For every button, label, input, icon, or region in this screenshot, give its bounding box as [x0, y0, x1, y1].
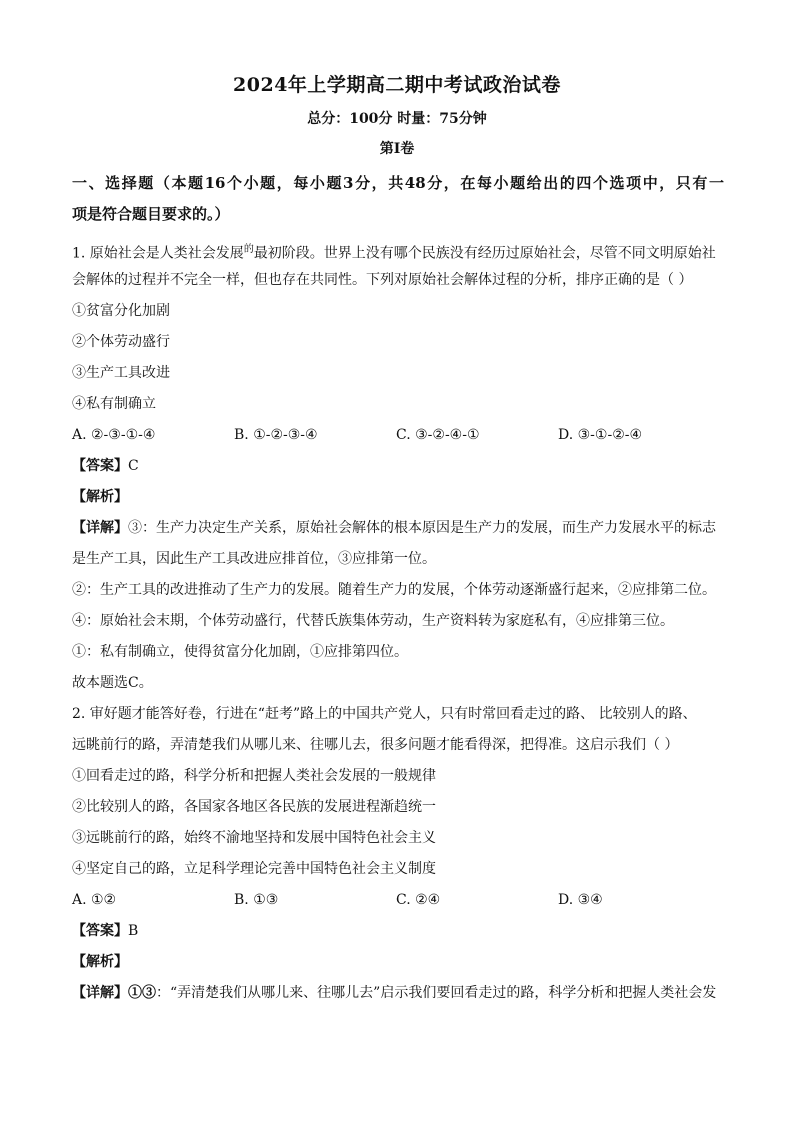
q1-detail-line-4: ④：原始社会末期，个体劳动盛行，代替氏族集体劳动，生产资料转为家庭私有，④应排第三位。: [72, 613, 674, 629]
q1-detail-line-5: ①：私有制确立，使得贫富分化加剧，①应排第四位。: [72, 644, 408, 660]
q1-stem-line-2: 会解体的过程并不完全一样，但也存在共同性。下列对原始社会解体过程的分析，排序正确的是（ ）: [72, 272, 693, 288]
q1-answer-label: 【答案】: [72, 458, 128, 474]
exam-score-time: 总分：100分 时量：75分钟: [307, 111, 487, 127]
q1-item-1: ①贫富分化加剧: [72, 303, 170, 319]
q1-option-a: A. ②-③-①-④: [72, 427, 156, 443]
q2-detail-text-1: ：“弄清楚我们从哪儿来、往哪儿去”启示我们要回看走过的路，科学分析和把握人类社会发: [156, 985, 717, 1001]
q1-option-c: C. ③-②-④-①: [396, 427, 480, 443]
q2-detail-label: 【详解】: [72, 985, 128, 1001]
section-heading-line-2: 项是符合题目要求的。）: [72, 205, 230, 223]
q2-item-3: ③远眺前行的路，始终不渝地坚持和发展中国特色社会主义: [72, 830, 436, 846]
q1-answer-value: C: [128, 458, 139, 474]
questions-body: [72, 234, 724, 1009]
q1-stem-superscript: 的: [243, 244, 254, 255]
exam-title: 2024年上学期高二期中考试政治试卷: [233, 74, 561, 96]
q1-detail-line-3: ②：生产工具的改进推动了生产力的发展。随着生产力的发展，个体劳动逐渐盛行起来，②应排第二位。: [72, 582, 716, 598]
q1-item-2: ②个体劳动盛行: [72, 334, 170, 350]
q1-answer: [72, 451, 724, 482]
q1-detail-line-2: 是生产工具，因此生产工具改进应排首位，③应排第一位。: [72, 551, 436, 567]
q2-analysis-label: 【解析】: [72, 954, 128, 970]
q1-detail-line-1: [72, 513, 724, 544]
section-heading: [72, 168, 724, 230]
volume-label: 第Ⅰ卷: [379, 141, 415, 157]
q1-option-d: D. ③-①-②-④: [558, 427, 643, 443]
q2-option-b: B. ①③: [234, 892, 279, 908]
q1-stem-line-1: [72, 234, 724, 265]
q1-analysis-label: 【解析】: [72, 489, 128, 505]
section-heading-line-1: 一、选择题（本题16个小题，每小题3分，共48分，在每小题给出的四个选项中，只有一: [72, 174, 724, 192]
q2-answer: [72, 916, 724, 947]
q1-detail-text-1: ③：生产力决定生产关系，原始社会解体的根本原因是生产力的发展，而生产力发展水平的标志: [128, 520, 716, 536]
q1-option-b: B. ①-②-③-④: [234, 427, 318, 443]
q2-stem-line-1: 2. 审好题才能答好卷，行进在“赶考”路上的中国共产党人，只有时常回看走过的路、 比较别人的路、: [72, 706, 697, 722]
q1-conclusion: 故本题选C。: [72, 675, 153, 691]
q1-detail-label: 【详解】: [72, 520, 128, 536]
q1-stem-part-b: 最初阶段。世界上没有哪个民族没有经历过原始社会，尽管不同文明原始社: [253, 245, 716, 262]
q2-answer-label: 【答案】: [72, 923, 128, 939]
q1-item-4: ④私有制确立: [72, 396, 156, 412]
q2-options: [72, 885, 724, 916]
q1-stem-part-a: 1. 原始社会是人类社会发展: [72, 245, 244, 262]
q2-answer-value: B: [128, 923, 139, 939]
q2-option-d: D. ③④: [558, 892, 603, 908]
q2-item-2: ②比较别人的路，各国家各地区各民族的发展进程渐趋统一: [72, 799, 436, 815]
q2-option-a: A. ①②: [72, 892, 117, 908]
q1-options: [72, 420, 724, 451]
q2-detail-line-1: [72, 978, 724, 1009]
q2-item-1: ①回看走过的路，科学分析和把握人类社会发展的一般规律: [72, 768, 436, 784]
q2-stem-line-2: 远眺前行的路，弄清楚我们从哪儿来、往哪儿去，很多问题才能看得深，把得准。这启示我们（ ）: [72, 737, 679, 753]
q2-detail-prefix: ①③: [128, 985, 156, 1001]
q1-item-3: ③生产工具改进: [72, 365, 170, 381]
q2-item-4: ④坚定自己的路，立足科学理论完善中国特色社会主义制度: [72, 861, 436, 877]
q2-option-c: C. ②④: [396, 892, 441, 908]
